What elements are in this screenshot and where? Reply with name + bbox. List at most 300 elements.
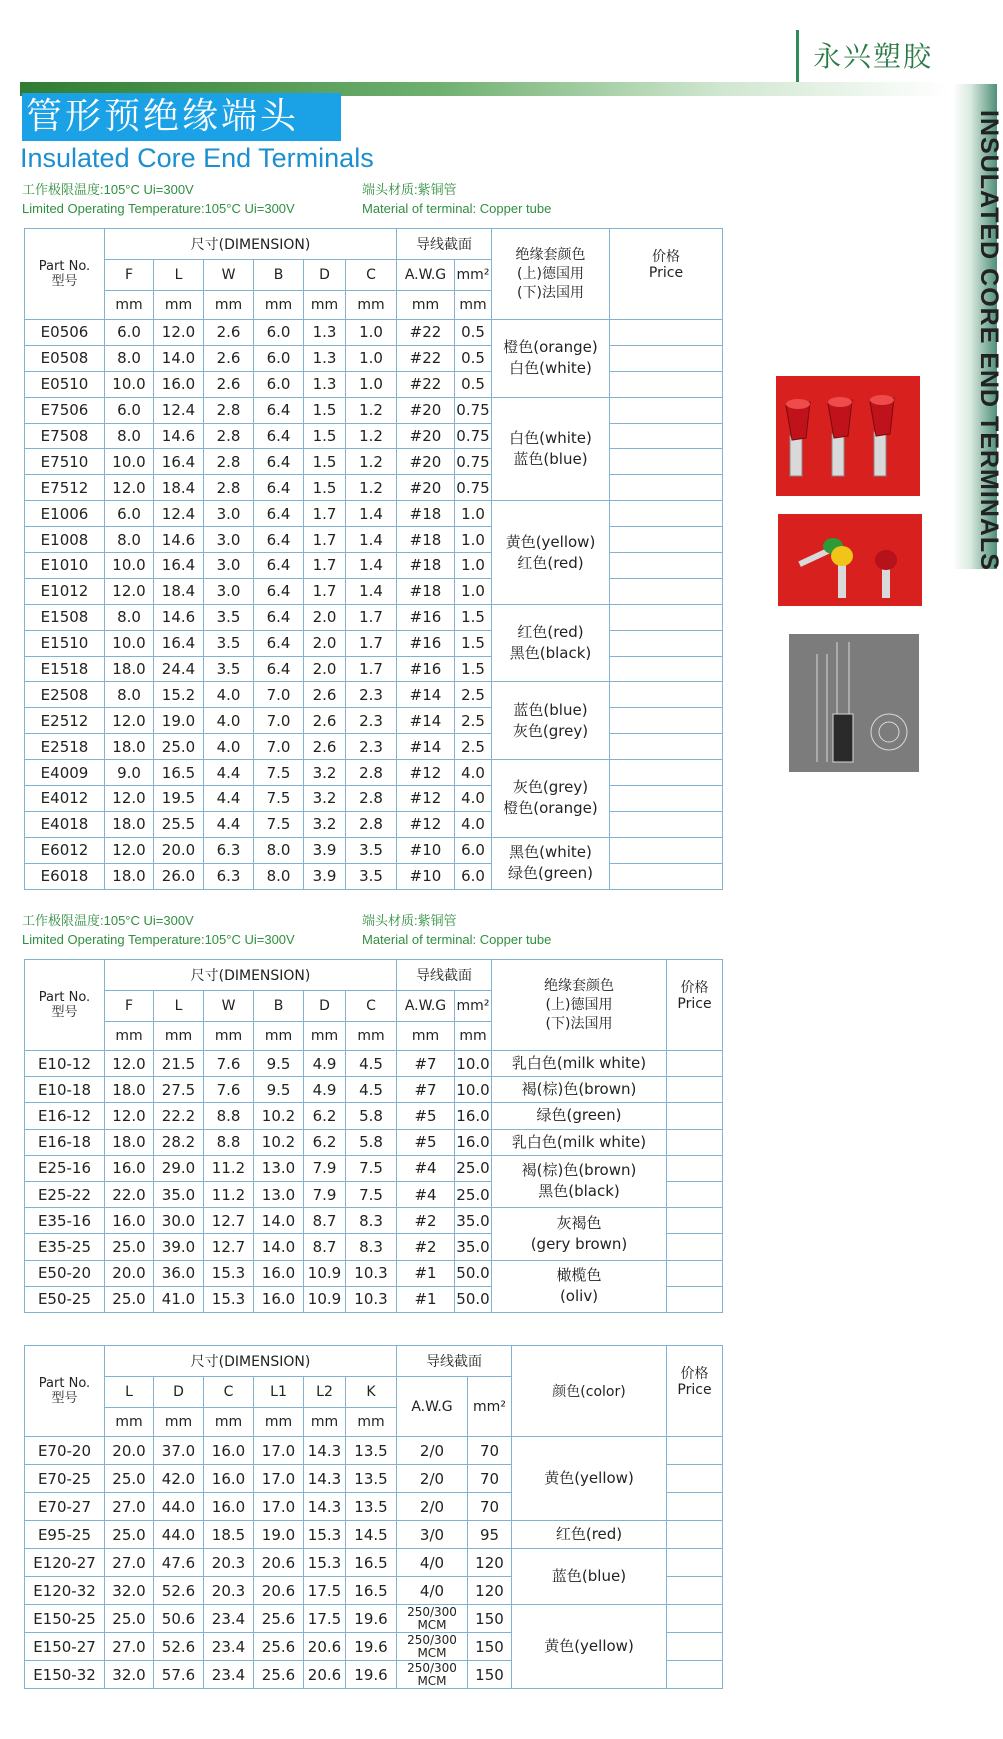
mm2-cell: 150 xyxy=(468,1605,512,1633)
awg-cell: #4 xyxy=(397,1181,455,1207)
part-number-cell: E70-27 xyxy=(25,1493,105,1521)
dimension-cell: 7.0 xyxy=(254,708,304,734)
dimension-cell: 2.6 xyxy=(304,708,346,734)
price-label-en: Price xyxy=(648,265,684,281)
dimension-cell: 3.5 xyxy=(346,837,397,863)
price-cell xyxy=(667,1521,723,1549)
color-header-line: 绝缘套颜色 xyxy=(515,246,586,263)
price-cell xyxy=(667,1286,723,1312)
dim-col-header: D xyxy=(304,991,346,1022)
dimension-cell: 18.4 xyxy=(154,475,204,501)
dimension-cell: 52.6 xyxy=(154,1633,204,1661)
awg-cell: 250/300 MCM xyxy=(397,1633,468,1661)
part-number-cell: E35-25 xyxy=(25,1234,105,1260)
color-header-line: (下)法国用 xyxy=(545,1015,613,1032)
dimension-cell: 7.0 xyxy=(254,682,304,708)
part-number-cell: E2508 xyxy=(25,682,105,708)
awg-cell: 2/0 xyxy=(397,1437,468,1465)
dimension-cell: 47.6 xyxy=(154,1549,204,1577)
dimension-cell: 23.4 xyxy=(204,1633,254,1661)
dimension-cell: 2.6 xyxy=(304,734,346,760)
dimension-cell: 1.0 xyxy=(346,371,397,397)
awg-cell: #1 xyxy=(397,1286,455,1312)
dimension-cell: 25.0 xyxy=(105,1465,154,1493)
dimension-cell: 6.4 xyxy=(254,475,304,501)
table-row xyxy=(25,553,723,579)
part-no-header xyxy=(25,1346,105,1437)
dimension-cell: 2.8 xyxy=(204,423,254,449)
insulation-color-cell: 白色(white) 蓝色(blue) xyxy=(492,397,610,501)
dimension-cell: 2.6 xyxy=(204,371,254,397)
dimension-cell: 14.0 xyxy=(154,345,204,371)
dimension-cell: 4.5 xyxy=(346,1051,397,1077)
insulation-color-cell: 灰色(grey) 橙色(orange) xyxy=(492,760,610,838)
dimension-cell: 35.0 xyxy=(154,1181,204,1207)
dimension-cell: 1.7 xyxy=(304,501,346,527)
part-number-cell: E10-12 xyxy=(25,1051,105,1077)
part-number-cell: E2518 xyxy=(25,734,105,760)
unit-cell: mm xyxy=(397,1022,455,1051)
dimension-header: 尺寸(DIMENSION) xyxy=(105,1346,397,1377)
price-cell xyxy=(610,630,723,656)
spec-material-en: Material of terminal: Copper tube xyxy=(362,932,552,947)
mm2-cell: 0.75 xyxy=(455,475,492,501)
dimension-cell: 18.0 xyxy=(105,863,154,889)
dimension-cell: 10.3 xyxy=(346,1260,397,1286)
dimension-cell: 10.2 xyxy=(254,1129,304,1155)
part-number-cell: E95-25 xyxy=(25,1521,105,1549)
dimension-cell: 1.4 xyxy=(346,578,397,604)
price-cell xyxy=(667,1633,723,1661)
spec-material-cn: 端头材质:紫铜管 xyxy=(362,182,457,197)
mm2-cell: 16.0 xyxy=(455,1103,492,1129)
dimension-cell: 12.0 xyxy=(105,1051,154,1077)
mm2-cell: 50.0 xyxy=(455,1286,492,1312)
part-number-cell: E35-16 xyxy=(25,1208,105,1234)
dimension-cell: 16.0 xyxy=(204,1437,254,1465)
colored-terminals-photo xyxy=(778,514,922,606)
dimension-cell: 1.3 xyxy=(304,371,346,397)
dimension-cell: 3.0 xyxy=(204,578,254,604)
price-cell xyxy=(610,786,723,812)
part-number-cell: E150-25 xyxy=(25,1605,105,1633)
dimension-cell: 1.5 xyxy=(304,449,346,475)
insulation-color-cell: 乳白色(milk white) xyxy=(492,1051,667,1077)
dimension-cell: 6.4 xyxy=(254,656,304,682)
price-cell xyxy=(610,863,723,889)
unit-cell: mm xyxy=(105,1022,154,1051)
price-cell xyxy=(610,656,723,682)
table-row xyxy=(25,630,723,656)
part-number-cell: E150-32 xyxy=(25,1661,105,1689)
dimension-cell: 6.0 xyxy=(254,345,304,371)
dimension-cell: 14.5 xyxy=(346,1521,397,1549)
part-number-cell: E25-22 xyxy=(25,1181,105,1207)
dimension-cell: 12.0 xyxy=(105,578,154,604)
dimension-cell: 5.8 xyxy=(346,1129,397,1155)
dimension-cell: 7.6 xyxy=(204,1077,254,1103)
awg-cell: #2 xyxy=(397,1208,455,1234)
awg-cell: #12 xyxy=(397,786,455,812)
dimension-cell: 57.6 xyxy=(154,1661,204,1689)
part-number-cell: E70-20 xyxy=(25,1437,105,1465)
dimension-cell: 12.0 xyxy=(154,320,204,346)
awg-cell: #1 xyxy=(397,1260,455,1286)
dimension-cell: 12.4 xyxy=(154,501,204,527)
dimension-cell: 15.2 xyxy=(154,682,204,708)
part-number-cell: E25-16 xyxy=(25,1155,105,1181)
dimension-cell: 1.3 xyxy=(304,345,346,371)
dimension-cell: 10.2 xyxy=(254,1103,304,1129)
table-row xyxy=(25,1077,723,1103)
dimension-cell: 18.0 xyxy=(105,734,154,760)
dimension-cell: 20.6 xyxy=(304,1661,346,1689)
color-header-line: 绝缘套颜色 xyxy=(544,977,614,994)
price-cell xyxy=(610,397,723,423)
awg-header: A.W.G xyxy=(397,991,455,1022)
part-number-cell: E2512 xyxy=(25,708,105,734)
mm2-cell: 150 xyxy=(468,1661,512,1689)
dimension-cell: 6.4 xyxy=(254,630,304,656)
price-header xyxy=(667,1346,723,1437)
dimension-cell: 2.0 xyxy=(304,656,346,682)
mm2-cell: 2.5 xyxy=(455,708,492,734)
dimension-cell: 19.6 xyxy=(346,1661,397,1689)
mm2-cell: 10.0 xyxy=(455,1077,492,1103)
dimension-cell: 27.0 xyxy=(105,1633,154,1661)
insulation-color-cell: 红色(red) 黑色(black) xyxy=(492,604,610,682)
dimension-cell: 2.8 xyxy=(346,786,397,812)
dimension-cell: 25.0 xyxy=(105,1234,154,1260)
awg-cell: #18 xyxy=(397,553,455,579)
dimension-cell: 4.9 xyxy=(304,1077,346,1103)
dimension-cell: 7.5 xyxy=(346,1181,397,1207)
price-cell xyxy=(610,345,723,371)
dimension-header: 尺寸(DIMENSION) xyxy=(105,960,397,991)
part-number-cell: E1510 xyxy=(25,630,105,656)
part-number-cell: E1508 xyxy=(25,604,105,630)
dimension-cell: 11.2 xyxy=(204,1181,254,1207)
price-cell xyxy=(610,501,723,527)
dimension-cell: 4.9 xyxy=(304,1051,346,1077)
dimension-cell: 16.0 xyxy=(204,1493,254,1521)
dimension-cell: 8.0 xyxy=(105,423,154,449)
dimension-cell: 4.0 xyxy=(204,682,254,708)
dimension-cell: 3.5 xyxy=(204,604,254,630)
dimension-cell: 17.0 xyxy=(254,1465,304,1493)
awg-cell: 250/300 MCM xyxy=(397,1605,468,1633)
awg-cell: #18 xyxy=(397,501,455,527)
insulation-color-cell: 红色(red) xyxy=(512,1521,667,1549)
price-cell xyxy=(610,527,723,553)
spec-temp-cn: 工作极限温度:105°C Ui=300V xyxy=(22,182,194,197)
price-cell xyxy=(610,371,723,397)
dimension-cell: 22.0 xyxy=(105,1181,154,1207)
dimension-cell: 27.0 xyxy=(105,1549,154,1577)
dimension-cell: 11.2 xyxy=(204,1155,254,1181)
dimension-cell: 16.0 xyxy=(105,1155,154,1181)
dimension-cell: 16.5 xyxy=(154,760,204,786)
price-cell xyxy=(667,1051,723,1077)
dimension-cell: 2.6 xyxy=(204,345,254,371)
dimension-cell: 14.3 xyxy=(304,1437,346,1465)
awg-cell: #22 xyxy=(397,371,455,397)
unit-cell: mm xyxy=(154,291,204,320)
page-title-cn: 管形预绝缘端头 xyxy=(22,93,341,141)
dimension-cell: 6.2 xyxy=(304,1129,346,1155)
dimension-cell: 13.5 xyxy=(346,1493,397,1521)
dimension-cell: 12.7 xyxy=(204,1208,254,1234)
dimension-cell: 25.5 xyxy=(154,811,204,837)
dimension-cell: 14.3 xyxy=(304,1493,346,1521)
dimension-cell: 2.6 xyxy=(204,320,254,346)
unit-cell: mm xyxy=(304,1022,346,1051)
spec-temperature xyxy=(22,180,295,218)
spec-material-2 xyxy=(362,911,551,949)
part-number-cell: E1008 xyxy=(25,527,105,553)
mm2-cell: 1.0 xyxy=(455,527,492,553)
mm2-cell: 50.0 xyxy=(455,1260,492,1286)
dimension-cell: 16.0 xyxy=(154,371,204,397)
dimension-cell: 18.0 xyxy=(105,811,154,837)
dimension-cell: 18.0 xyxy=(105,1077,154,1103)
dim-col-header: C xyxy=(204,1377,254,1408)
part-number-cell: E50-25 xyxy=(25,1286,105,1312)
dimension-cell: 27.5 xyxy=(154,1077,204,1103)
dimension-cell: 1.4 xyxy=(346,501,397,527)
price-cell xyxy=(610,734,723,760)
mm2-cell: 35.0 xyxy=(455,1234,492,1260)
price-cell xyxy=(610,449,723,475)
dimension-cell: 2.8 xyxy=(204,397,254,423)
insulation-color-cell: 黄色(yellow) 红色(red) xyxy=(492,501,610,605)
dimension-cell: 32.0 xyxy=(105,1661,154,1689)
price-cell xyxy=(667,1208,723,1234)
dimension-cell: 6.0 xyxy=(254,320,304,346)
dimension-cell: 2.0 xyxy=(304,630,346,656)
awg-cell: #16 xyxy=(397,604,455,630)
dimension-cell: 2.8 xyxy=(204,449,254,475)
dimension-cell: 1.2 xyxy=(346,449,397,475)
table-row xyxy=(25,708,723,734)
part-no-label-cn: 型号 xyxy=(51,1391,78,1406)
price-cell xyxy=(667,1549,723,1577)
part-number-cell: E6012 xyxy=(25,837,105,863)
dimension-cell: 1.7 xyxy=(304,553,346,579)
insulation-color-cell: 绿色(green) xyxy=(492,1103,667,1129)
table-row xyxy=(25,1051,723,1077)
dimension-cell: 1.7 xyxy=(304,578,346,604)
dimension-cell: 25.0 xyxy=(154,734,204,760)
dimension-cell: 12.0 xyxy=(105,786,154,812)
dimension-cell: 3.0 xyxy=(204,553,254,579)
unit-cell: mm xyxy=(254,1022,304,1051)
dimension-cell: 6.0 xyxy=(105,397,154,423)
awg-cell: 4/0 xyxy=(397,1549,468,1577)
dimension-cell: 1.7 xyxy=(346,656,397,682)
dimension-cell: 16.0 xyxy=(254,1260,304,1286)
dim-col-header: L1 xyxy=(254,1377,304,1408)
awg-cell: #14 xyxy=(397,682,455,708)
dimension-cell: 6.4 xyxy=(254,553,304,579)
awg-cell: #10 xyxy=(397,837,455,863)
table-row xyxy=(25,682,723,708)
mm2-cell: 1.5 xyxy=(455,630,492,656)
dimension-drawing xyxy=(789,634,919,772)
dimension-cell: 42.0 xyxy=(154,1465,204,1493)
dimension-cell: 19.6 xyxy=(346,1605,397,1633)
insulation-color-cell: 橙色(orange) 白色(white) xyxy=(492,320,610,398)
table-row xyxy=(25,656,723,682)
dimension-cell: 10.0 xyxy=(105,630,154,656)
table-row xyxy=(25,371,723,397)
mm2-cell: 95 xyxy=(468,1521,512,1549)
table-row xyxy=(25,475,723,501)
mm2-header: mm² xyxy=(455,991,492,1022)
price-cell xyxy=(610,760,723,786)
dimension-cell: 7.6 xyxy=(204,1051,254,1077)
dimension-cell: 18.4 xyxy=(154,578,204,604)
mm2-cell: 0.75 xyxy=(455,423,492,449)
unit-cell: mm xyxy=(346,1408,397,1437)
dimension-cell: 15.3 xyxy=(304,1521,346,1549)
awg-cell: #7 xyxy=(397,1077,455,1103)
dimension-cell: 32.0 xyxy=(105,1577,154,1605)
mm2-cell: 120 xyxy=(468,1577,512,1605)
dimension-cell: 30.0 xyxy=(154,1208,204,1234)
dimension-cell: 3.5 xyxy=(204,630,254,656)
dimension-cell: 36.0 xyxy=(154,1260,204,1286)
awg-cell: #22 xyxy=(397,320,455,346)
mm2-cell: 120 xyxy=(468,1549,512,1577)
spec-temp-cn: 工作极限温度:105°C Ui=300V xyxy=(22,913,194,928)
awg-cell: #12 xyxy=(397,760,455,786)
unit-cell: mm xyxy=(304,291,346,320)
part-number-cell: E1518 xyxy=(25,656,105,682)
dim-col-header: B xyxy=(254,991,304,1022)
dimension-cell: 27.0 xyxy=(105,1493,154,1521)
mm2-cell: 1.0 xyxy=(455,553,492,579)
unit-cell: mm xyxy=(455,1022,492,1051)
dimension-cell: 29.0 xyxy=(154,1155,204,1181)
dimension-cell: 1.0 xyxy=(346,345,397,371)
dimension-cell: 2.6 xyxy=(304,682,346,708)
awg-cell: #20 xyxy=(397,397,455,423)
dimension-cell: 3.0 xyxy=(204,501,254,527)
dimension-cell: 25.0 xyxy=(105,1286,154,1312)
table-row xyxy=(25,786,723,812)
dim-col-header: D xyxy=(154,1377,204,1408)
dimension-cell: 6.4 xyxy=(254,423,304,449)
insulation-color-cell: 褐(棕)色(brown) 黑色(black) xyxy=(492,1155,667,1207)
dimension-cell: 1.4 xyxy=(346,553,397,579)
dimension-cell: 3.9 xyxy=(304,837,346,863)
awg-cell: #18 xyxy=(397,578,455,604)
dimension-cell: 50.6 xyxy=(154,1605,204,1633)
dimension-cell: 39.0 xyxy=(154,1234,204,1260)
part-no-label: Part No. xyxy=(38,990,91,1005)
part-number-cell: E1010 xyxy=(25,553,105,579)
awg-cell: #18 xyxy=(397,527,455,553)
dimension-cell: 41.0 xyxy=(154,1286,204,1312)
price-cell xyxy=(667,1260,723,1286)
price-label-en: Price xyxy=(677,996,712,1012)
awg-cell: #10 xyxy=(397,863,455,889)
dim-col-header: W xyxy=(204,991,254,1022)
dimension-cell: 10.9 xyxy=(304,1260,346,1286)
awg-cell: #14 xyxy=(397,708,455,734)
dimension-cell: 6.4 xyxy=(254,501,304,527)
dimension-cell: 8.0 xyxy=(105,604,154,630)
dimension-cell: 15.3 xyxy=(204,1260,254,1286)
part-number-cell: E7508 xyxy=(25,423,105,449)
mm2-cell: 70 xyxy=(468,1465,512,1493)
dimension-cell: 1.7 xyxy=(346,604,397,630)
price-cell xyxy=(667,1129,723,1155)
dimension-cell: 16.4 xyxy=(154,553,204,579)
part-number-cell: E4012 xyxy=(25,786,105,812)
table-row xyxy=(25,397,723,423)
dimension-cell: 2.0 xyxy=(304,604,346,630)
price-cell xyxy=(667,1605,723,1633)
part-number-cell: E7510 xyxy=(25,449,105,475)
unit-cell: mm xyxy=(254,1408,304,1437)
dimension-cell: 16.4 xyxy=(154,630,204,656)
price-cell xyxy=(610,475,723,501)
table-row xyxy=(25,1437,723,1465)
spec-material-en: Material of terminal: Copper tube xyxy=(362,201,552,216)
price-cell xyxy=(610,423,723,449)
mm2-cell: 6.0 xyxy=(455,863,492,889)
dimension-cell: 12.7 xyxy=(204,1234,254,1260)
part-number-cell: E7506 xyxy=(25,397,105,423)
dimension-cell: 10.3 xyxy=(346,1286,397,1312)
price-label-cn: 价格 xyxy=(680,980,709,996)
price-cell xyxy=(667,1181,723,1207)
table-row xyxy=(25,527,723,553)
dimension-cell: 17.5 xyxy=(304,1577,346,1605)
dimension-cell: 4.4 xyxy=(204,786,254,812)
dimension-cell: 44.0 xyxy=(154,1493,204,1521)
dim-col-header: K xyxy=(346,1377,397,1408)
dimension-cell: 17.5 xyxy=(304,1605,346,1633)
awg-cell: #14 xyxy=(397,734,455,760)
dimension-cell: 9.0 xyxy=(105,760,154,786)
part-no-label: Part No. xyxy=(38,1376,91,1391)
unit-cell: mm xyxy=(154,1022,204,1051)
dimension-cell: 8.0 xyxy=(105,682,154,708)
insulation-color-header xyxy=(492,960,667,1051)
dimension-cell: 7.5 xyxy=(254,811,304,837)
dimension-cell: 14.6 xyxy=(154,527,204,553)
terminal-table-small xyxy=(24,228,723,890)
part-number-cell: E120-32 xyxy=(25,1577,105,1605)
dimension-cell: 1.4 xyxy=(346,527,397,553)
dim-col-header: F xyxy=(105,991,154,1022)
part-number-cell: E0508 xyxy=(25,345,105,371)
dim-col-header: L xyxy=(154,260,204,291)
dimension-cell: 8.7 xyxy=(304,1208,346,1234)
unit-cell: mm xyxy=(254,291,304,320)
dimension-cell: 10.0 xyxy=(105,553,154,579)
dimension-cell: 16.0 xyxy=(105,1208,154,1234)
dimension-cell: 9.5 xyxy=(254,1051,304,1077)
dim-col-header: L xyxy=(154,991,204,1022)
dimension-cell: 13.0 xyxy=(254,1181,304,1207)
dimension-cell: 25.6 xyxy=(254,1633,304,1661)
mm2-cell: 0.5 xyxy=(455,371,492,397)
dim-col-header: C xyxy=(346,260,397,291)
